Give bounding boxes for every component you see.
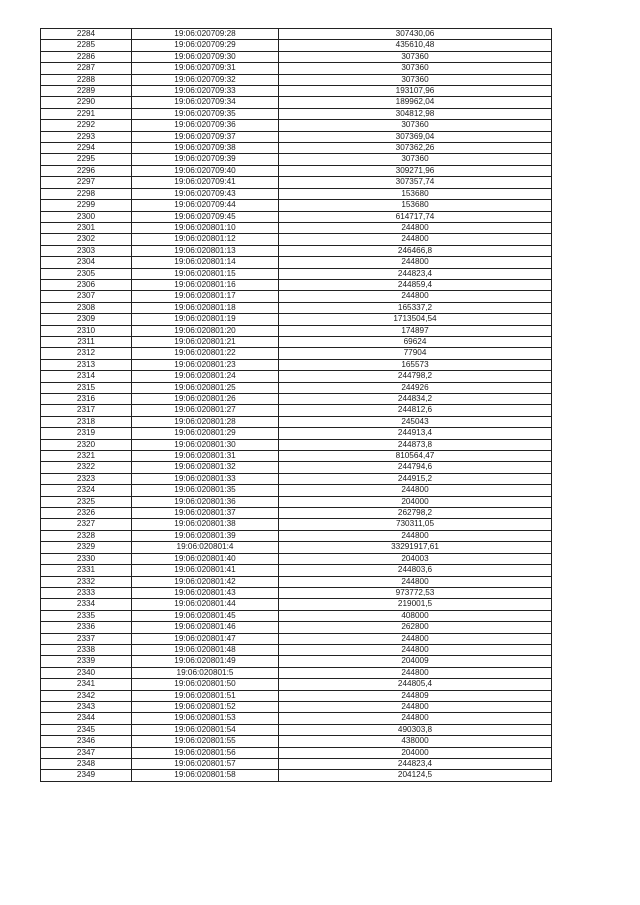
- row-number-cell: 2302: [41, 234, 132, 245]
- row-number-cell: 2324: [41, 485, 132, 496]
- value-cell: 614717,74: [279, 211, 552, 222]
- row-number-cell: 2291: [41, 108, 132, 119]
- table-row: [41, 268, 552, 279]
- row-number-cell: 2300: [41, 211, 132, 222]
- value-cell: 307369,04: [279, 131, 552, 142]
- value-cell: 309271,96: [279, 165, 552, 176]
- cadastral-number-cell: 19:06:020801:28: [132, 416, 279, 427]
- table-row: [41, 63, 552, 74]
- row-number-cell: 2286: [41, 51, 132, 62]
- value-cell: 165337,2: [279, 302, 552, 313]
- table-row: [41, 690, 552, 701]
- cadastral-number-cell: 19:06:020801:24: [132, 371, 279, 382]
- cadastral-value-table: [40, 28, 552, 782]
- row-number-cell: 2319: [41, 428, 132, 439]
- table-row: [41, 86, 552, 97]
- table-row: [41, 530, 552, 541]
- value-cell: 244812,6: [279, 405, 552, 416]
- cadastral-number-cell: 19:06:020801:13: [132, 245, 279, 256]
- cadastral-number-cell: 19:06:020709:45: [132, 211, 279, 222]
- cadastral-number-cell: 19:06:020709:38: [132, 143, 279, 154]
- row-number-cell: 2328: [41, 530, 132, 541]
- table-row: [41, 736, 552, 747]
- row-number-cell: 2285: [41, 40, 132, 51]
- value-cell: 730311,05: [279, 519, 552, 530]
- table-row: [41, 473, 552, 484]
- table-row: [41, 553, 552, 564]
- cadastral-number-cell: 19:06:020801:41: [132, 565, 279, 576]
- value-cell: 245043: [279, 416, 552, 427]
- table-row: [41, 97, 552, 108]
- row-number-cell: 2322: [41, 462, 132, 473]
- table-row: [41, 120, 552, 131]
- value-cell: 219001,5: [279, 599, 552, 610]
- cadastral-number-cell: 19:06:020801:49: [132, 656, 279, 667]
- value-cell: 244823,4: [279, 759, 552, 770]
- row-number-cell: 2315: [41, 382, 132, 393]
- cadastral-number-cell: 19:06:020801:18: [132, 302, 279, 313]
- table-row: [41, 154, 552, 165]
- table-row: [41, 496, 552, 507]
- cadastral-number-cell: 19:06:020801:48: [132, 644, 279, 655]
- table-row: [41, 245, 552, 256]
- value-cell: 244798,2: [279, 371, 552, 382]
- row-number-cell: 2297: [41, 177, 132, 188]
- cadastral-number-cell: 19:06:020801:17: [132, 291, 279, 302]
- row-number-cell: 2341: [41, 679, 132, 690]
- row-number-cell: 2301: [41, 222, 132, 233]
- row-number-cell: 2290: [41, 97, 132, 108]
- cadastral-number-cell: 19:06:020801:35: [132, 485, 279, 496]
- row-number-cell: 2345: [41, 724, 132, 735]
- value-cell: 193107,96: [279, 86, 552, 97]
- cadastral-number-cell: 19:06:020801:29: [132, 428, 279, 439]
- row-number-cell: 2327: [41, 519, 132, 530]
- table-row: [41, 382, 552, 393]
- table-row: [41, 679, 552, 690]
- row-number-cell: 2303: [41, 245, 132, 256]
- value-cell: 307360: [279, 74, 552, 85]
- row-number-cell: 2304: [41, 257, 132, 268]
- value-cell: 307430,06: [279, 29, 552, 40]
- cadastral-number-cell: 19:06:020801:54: [132, 724, 279, 735]
- cadastral-number-cell: 19:06:020801:55: [132, 736, 279, 747]
- value-cell: 244800: [279, 485, 552, 496]
- row-number-cell: 2343: [41, 701, 132, 712]
- cadastral-number-cell: 19:06:020801:39: [132, 530, 279, 541]
- table-row: [41, 576, 552, 587]
- row-number-cell: 2321: [41, 451, 132, 462]
- value-cell: 204000: [279, 496, 552, 507]
- cadastral-number-cell: 19:06:020709:37: [132, 131, 279, 142]
- cadastral-number-cell: 19:06:020801:36: [132, 496, 279, 507]
- value-cell: 810564,47: [279, 451, 552, 462]
- table-row: [41, 234, 552, 245]
- cadastral-number-cell: 19:06:020801:12: [132, 234, 279, 245]
- row-number-cell: 2348: [41, 759, 132, 770]
- row-number-cell: 2325: [41, 496, 132, 507]
- row-number-cell: 2337: [41, 633, 132, 644]
- value-cell: 244926: [279, 382, 552, 393]
- value-cell: 307360: [279, 154, 552, 165]
- value-cell: 244823,4: [279, 268, 552, 279]
- row-number-cell: 2334: [41, 599, 132, 610]
- row-number-cell: 2331: [41, 565, 132, 576]
- table-row: [41, 211, 552, 222]
- row-number-cell: 2308: [41, 302, 132, 313]
- row-number-cell: 2306: [41, 279, 132, 290]
- value-cell: 307360: [279, 120, 552, 131]
- cadastral-number-cell: 19:06:020801:37: [132, 508, 279, 519]
- cadastral-number-cell: 19:06:020801:20: [132, 325, 279, 336]
- cadastral-number-cell: 19:06:020801:30: [132, 439, 279, 450]
- cadastral-number-cell: 19:06:020801:52: [132, 701, 279, 712]
- cadastral-number-cell: 19:06:020801:27: [132, 405, 279, 416]
- value-cell: 174897: [279, 325, 552, 336]
- cadastral-number-cell: 19:06:020801:23: [132, 359, 279, 370]
- value-cell: 408000: [279, 610, 552, 621]
- cadastral-number-cell: 19:06:020801:43: [132, 587, 279, 598]
- table-row: [41, 770, 552, 781]
- cadastral-number-cell: 19:06:020801:46: [132, 622, 279, 633]
- table-row: [41, 713, 552, 724]
- table-row: [41, 348, 552, 359]
- value-cell: 307357,74: [279, 177, 552, 188]
- value-cell: 204009: [279, 656, 552, 667]
- cadastral-number-cell: 19:06:020801:31: [132, 451, 279, 462]
- value-cell: 69624: [279, 336, 552, 347]
- table-row: [41, 29, 552, 40]
- cadastral-number-cell: 19:06:020709:36: [132, 120, 279, 131]
- cadastral-number-cell: 19:06:020801:53: [132, 713, 279, 724]
- value-cell: 973772,53: [279, 587, 552, 598]
- table-row: [41, 177, 552, 188]
- cadastral-number-cell: 19:06:020801:40: [132, 553, 279, 564]
- cadastral-number-cell: 19:06:020801:45: [132, 610, 279, 621]
- row-number-cell: 2288: [41, 74, 132, 85]
- table-row: [41, 257, 552, 268]
- row-number-cell: 2326: [41, 508, 132, 519]
- row-number-cell: 2344: [41, 713, 132, 724]
- value-cell: 244800: [279, 291, 552, 302]
- row-number-cell: 2336: [41, 622, 132, 633]
- cadastral-number-cell: 19:06:020801:5: [132, 667, 279, 678]
- cadastral-number-cell: 19:06:020709:33: [132, 86, 279, 97]
- value-cell: 244913,4: [279, 428, 552, 439]
- row-number-cell: 2305: [41, 268, 132, 279]
- row-number-cell: 2332: [41, 576, 132, 587]
- value-cell: 244859,4: [279, 279, 552, 290]
- value-cell: 244800: [279, 257, 552, 268]
- cadastral-number-cell: 19:06:020709:39: [132, 154, 279, 165]
- table-row: [41, 633, 552, 644]
- cadastral-number-cell: 19:06:020801:38: [132, 519, 279, 530]
- row-number-cell: 2311: [41, 336, 132, 347]
- value-cell: 244809: [279, 690, 552, 701]
- cadastral-number-cell: 19:06:020801:47: [132, 633, 279, 644]
- row-number-cell: 2317: [41, 405, 132, 416]
- value-cell: 153680: [279, 188, 552, 199]
- cadastral-number-cell: 19:06:020801:51: [132, 690, 279, 701]
- row-number-cell: 2312: [41, 348, 132, 359]
- row-number-cell: 2339: [41, 656, 132, 667]
- table-row: [41, 610, 552, 621]
- row-number-cell: 2346: [41, 736, 132, 747]
- row-number-cell: 2333: [41, 587, 132, 598]
- cadastral-number-cell: 19:06:020709:40: [132, 165, 279, 176]
- table-row: [41, 622, 552, 633]
- value-cell: 244800: [279, 530, 552, 541]
- value-cell: 307360: [279, 51, 552, 62]
- table-row: [41, 359, 552, 370]
- table-row: [41, 40, 552, 51]
- cadastral-number-cell: 19:06:020709:30: [132, 51, 279, 62]
- row-number-cell: 2293: [41, 131, 132, 142]
- cadastral-number-cell: 19:06:020709:44: [132, 200, 279, 211]
- value-cell: 244800: [279, 222, 552, 233]
- row-number-cell: 2289: [41, 86, 132, 97]
- table-row: [41, 587, 552, 598]
- row-number-cell: 2330: [41, 553, 132, 564]
- row-number-cell: 2307: [41, 291, 132, 302]
- value-cell: 244834,2: [279, 394, 552, 405]
- cadastral-number-cell: 19:06:020801:50: [132, 679, 279, 690]
- row-number-cell: 2310: [41, 325, 132, 336]
- value-cell: 244800: [279, 633, 552, 644]
- table-row: [41, 656, 552, 667]
- cadastral-number-cell: 19:06:020801:4: [132, 542, 279, 553]
- table-row: [41, 508, 552, 519]
- cadastral-number-cell: 19:06:020801:16: [132, 279, 279, 290]
- cadastral-number-cell: 19:06:020801:56: [132, 747, 279, 758]
- value-cell: 246466,8: [279, 245, 552, 256]
- row-number-cell: 2335: [41, 610, 132, 621]
- cadastral-number-cell: 19:06:020709:35: [132, 108, 279, 119]
- table-row: [41, 291, 552, 302]
- row-number-cell: 2292: [41, 120, 132, 131]
- cadastral-number-cell: 19:06:020709:43: [132, 188, 279, 199]
- cadastral-number-cell: 19:06:020801:19: [132, 314, 279, 325]
- cadastral-number-cell: 19:06:020801:14: [132, 257, 279, 268]
- table-row: [41, 599, 552, 610]
- value-cell: 244915,2: [279, 473, 552, 484]
- row-number-cell: 2318: [41, 416, 132, 427]
- value-cell: 244800: [279, 644, 552, 655]
- cadastral-number-cell: 19:06:020709:34: [132, 97, 279, 108]
- row-number-cell: 2342: [41, 690, 132, 701]
- row-number-cell: 2298: [41, 188, 132, 199]
- table-row: [41, 519, 552, 530]
- value-cell: 435610,48: [279, 40, 552, 51]
- row-number-cell: 2349: [41, 770, 132, 781]
- cadastral-number-cell: 19:06:020801:33: [132, 473, 279, 484]
- table-row: [41, 462, 552, 473]
- value-cell: 307360: [279, 63, 552, 74]
- table-row: [41, 667, 552, 678]
- cadastral-number-cell: 19:06:020709:31: [132, 63, 279, 74]
- cadastral-number-cell: 19:06:020709:28: [132, 29, 279, 40]
- row-number-cell: 2323: [41, 473, 132, 484]
- table-row: [41, 74, 552, 85]
- table-row: [41, 314, 552, 325]
- table-row: [41, 51, 552, 62]
- value-cell: 33291917,61: [279, 542, 552, 553]
- table-row: [41, 724, 552, 735]
- cadastral-number-cell: 19:06:020709:29: [132, 40, 279, 51]
- table-row: [41, 428, 552, 439]
- row-number-cell: 2338: [41, 644, 132, 655]
- row-number-cell: 2329: [41, 542, 132, 553]
- value-cell: 244803,6: [279, 565, 552, 576]
- table-row: [41, 451, 552, 462]
- cadastral-number-cell: 19:06:020801:15: [132, 268, 279, 279]
- value-cell: 204003: [279, 553, 552, 564]
- cadastral-number-cell: 19:06:020801:25: [132, 382, 279, 393]
- value-cell: 262798,2: [279, 508, 552, 519]
- cadastral-number-cell: 19:06:020709:41: [132, 177, 279, 188]
- table-row: [41, 701, 552, 712]
- table-row: [41, 405, 552, 416]
- table-row: [41, 371, 552, 382]
- row-number-cell: 2314: [41, 371, 132, 382]
- value-cell: 262800: [279, 622, 552, 633]
- row-number-cell: 2284: [41, 29, 132, 40]
- row-number-cell: 2340: [41, 667, 132, 678]
- value-cell: 204000: [279, 747, 552, 758]
- table-row: [41, 279, 552, 290]
- row-number-cell: 2309: [41, 314, 132, 325]
- table-row: [41, 131, 552, 142]
- value-cell: 244794,6: [279, 462, 552, 473]
- row-number-cell: 2295: [41, 154, 132, 165]
- table-row: [41, 439, 552, 450]
- cadastral-number-cell: 19:06:020801:22: [132, 348, 279, 359]
- table-row: [41, 325, 552, 336]
- row-number-cell: 2294: [41, 143, 132, 154]
- value-cell: 244800: [279, 234, 552, 245]
- table-row: [41, 565, 552, 576]
- value-cell: 244800: [279, 576, 552, 587]
- value-cell: 438000: [279, 736, 552, 747]
- table-body: [41, 29, 552, 782]
- row-number-cell: 2316: [41, 394, 132, 405]
- row-number-cell: 2320: [41, 439, 132, 450]
- table-row: [41, 200, 552, 211]
- table-row: [41, 416, 552, 427]
- value-cell: 77904: [279, 348, 552, 359]
- cadastral-number-cell: 19:06:020801:10: [132, 222, 279, 233]
- value-cell: 204124,5: [279, 770, 552, 781]
- table-row: [41, 394, 552, 405]
- value-cell: 490303,8: [279, 724, 552, 735]
- row-number-cell: 2313: [41, 359, 132, 370]
- row-number-cell: 2299: [41, 200, 132, 211]
- value-cell: 304812,98: [279, 108, 552, 119]
- cadastral-number-cell: 19:06:020801:42: [132, 576, 279, 587]
- value-cell: 244800: [279, 701, 552, 712]
- table-row: [41, 188, 552, 199]
- value-cell: 307362,26: [279, 143, 552, 154]
- table-row: [41, 644, 552, 655]
- cadastral-number-cell: 19:06:020801:44: [132, 599, 279, 610]
- table-row: [41, 759, 552, 770]
- table-row: [41, 165, 552, 176]
- value-cell: 244805,4: [279, 679, 552, 690]
- cadastral-number-cell: 19:06:020709:32: [132, 74, 279, 85]
- row-number-cell: 2287: [41, 63, 132, 74]
- table-row: [41, 336, 552, 347]
- table-row: [41, 108, 552, 119]
- value-cell: 165573: [279, 359, 552, 370]
- value-cell: 1713504,54: [279, 314, 552, 325]
- table-row: [41, 747, 552, 758]
- cadastral-number-cell: 19:06:020801:58: [132, 770, 279, 781]
- row-number-cell: 2296: [41, 165, 132, 176]
- value-cell: 189962,04: [279, 97, 552, 108]
- table-row: [41, 485, 552, 496]
- value-cell: 153680: [279, 200, 552, 211]
- cadastral-number-cell: 19:06:020801:32: [132, 462, 279, 473]
- row-number-cell: 2347: [41, 747, 132, 758]
- table-row: [41, 222, 552, 233]
- value-cell: 244800: [279, 713, 552, 724]
- table-row: [41, 302, 552, 313]
- cadastral-number-cell: 19:06:020801:21: [132, 336, 279, 347]
- value-cell: 244800: [279, 667, 552, 678]
- value-cell: 244873,8: [279, 439, 552, 450]
- cadastral-number-cell: 19:06:020801:57: [132, 759, 279, 770]
- cadastral-number-cell: 19:06:020801:26: [132, 394, 279, 405]
- table-row: [41, 143, 552, 154]
- table-row: [41, 542, 552, 553]
